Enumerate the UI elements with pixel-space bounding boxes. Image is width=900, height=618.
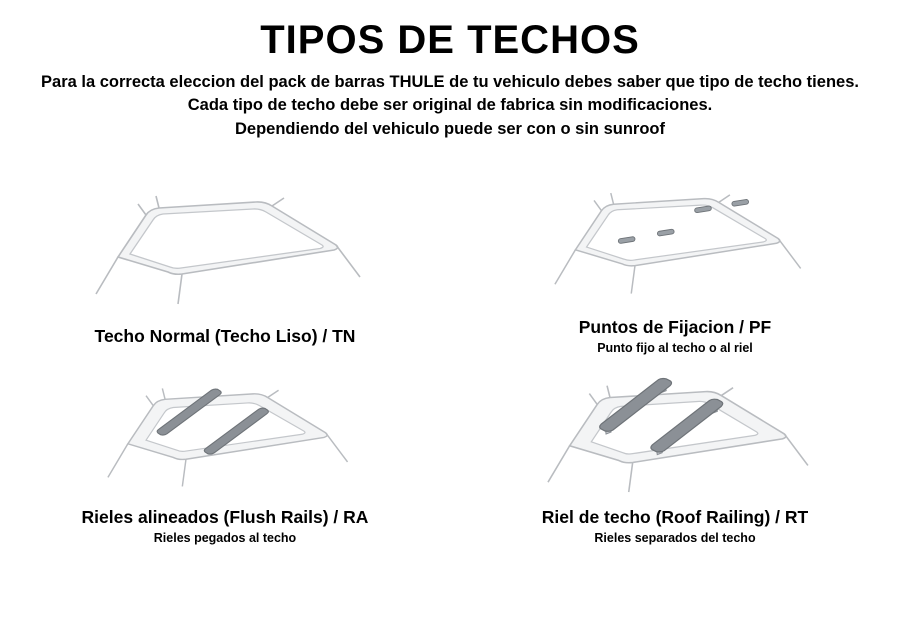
roof-type-sublabel-rt: Rieles separados del techo xyxy=(594,531,756,545)
intro-line-3: Dependiendo del vehiculo puede ser con o sin sunroof xyxy=(235,119,665,138)
poster-root xyxy=(0,18,900,618)
fix-point-rear-right xyxy=(732,199,749,206)
roof-types-grid xyxy=(0,170,900,600)
roof-type-label-ra: Rieles alineados (Flush Rails) / RA xyxy=(81,507,369,527)
roof-type-sublabel-ra: Rieles pegados al techo xyxy=(153,531,297,545)
roof-type-label-tn: Techo Normal (Techo Liso) / TN xyxy=(94,326,356,346)
roof-type-card-ra xyxy=(0,355,450,545)
page-title: TIPOS DE TECHOS xyxy=(260,18,640,62)
roof-type-card-pf xyxy=(450,170,900,355)
roof-type-label-pf: Puntos de Fijacion / PF xyxy=(578,317,772,337)
roof-type-label-rt: Riel de techo (Roof Railing) / RT xyxy=(541,507,809,527)
car-roof-flush-rails-icon xyxy=(60,373,390,491)
car-roof-plain-icon xyxy=(60,182,390,312)
car-roof-raised-railing-icon xyxy=(510,367,840,495)
intro-line-2: Cada tipo de techo debe ser original de fabrica sin modificaciones. xyxy=(187,96,713,115)
car-roof-fixpoints-icon xyxy=(510,180,840,301)
roof-type-sublabel-pf: Punto fijo al techo o al riel xyxy=(597,341,753,355)
intro-line-1: Para la correcta eleccion del pack de barras THULE de tu vehiculo debes saber que tipo de techo tienes. xyxy=(41,73,859,91)
roof-type-card-tn xyxy=(0,170,450,355)
intro-text xyxy=(30,71,870,141)
roof-type-card-rt xyxy=(450,355,900,545)
